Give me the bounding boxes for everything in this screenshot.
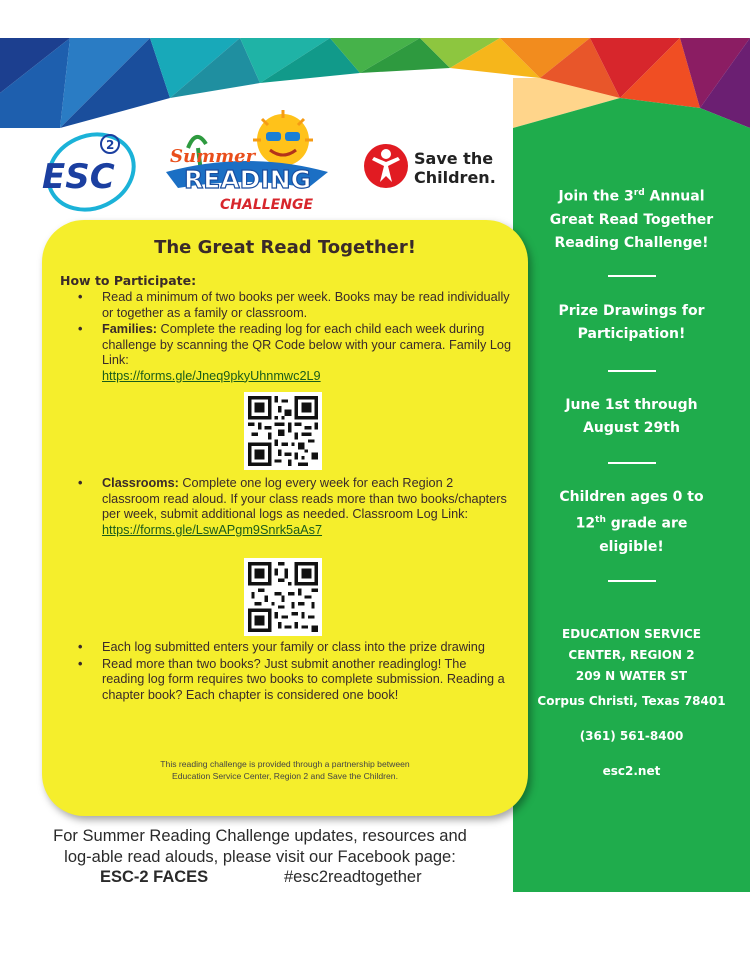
summer-reading-logo <box>158 110 338 220</box>
facebook-note-line-1: For Summer Reading Challenge updates, resources and <box>53 827 467 845</box>
divider <box>608 462 656 464</box>
classroom-qr-code[interactable] <box>244 558 322 636</box>
esc-logo-text: ESC <box>42 157 115 197</box>
org-line-1: EDUCATION SERVICE <box>562 627 701 641</box>
facebook-note <box>20 826 500 868</box>
prize-list <box>72 640 512 704</box>
join-announcement <box>513 182 750 255</box>
esc-logo <box>36 124 136 224</box>
classrooms-label: Classrooms: <box>102 476 179 490</box>
facebook-note-line-2: log-able read alouds, please visit our Facebook page: <box>64 848 456 866</box>
website-link[interactable]: esc2.net <box>602 764 661 778</box>
dates-line-2: August 29th <box>583 420 680 436</box>
ages-line-2-pre: 12 <box>575 515 596 532</box>
org-line-2: CENTER, REGION 2 <box>568 648 695 662</box>
bullet-text: Each log submitted enters your family or class into the prize drawing <box>102 640 485 654</box>
ages-line-1: Children ages 0 to <box>559 489 704 505</box>
divider <box>608 275 656 277</box>
save-the-text: Save the <box>414 149 494 168</box>
list-item <box>72 640 512 656</box>
dates-line-1: June 1st through <box>565 397 698 413</box>
classroom-log-link[interactable]: https://forms.gle/LswAPgm9Snrk5aAs7 <box>102 522 323 537</box>
city: Corpus Christi, Texas 78401 <box>537 694 726 708</box>
ages-line-2-post: grade are <box>605 515 688 532</box>
divider <box>608 370 656 372</box>
list-item <box>72 657 512 704</box>
bullet-text: Read more than two books? Just submit another readinglog! The reading log form requires two books to complete submission. Reading a chapter book? Each chapter is considered one book! <box>102 656 505 702</box>
how-to-participate-label: How to Participate: <box>60 273 197 288</box>
list-item <box>72 290 512 321</box>
info-sidebar <box>513 128 750 892</box>
ages-line-3: eligible! <box>599 538 664 555</box>
facebook-page-name[interactable]: ESC-2 FACES <box>100 868 209 886</box>
prize-line-2: Participation! <box>577 326 686 342</box>
divider <box>608 580 656 582</box>
join-line-1-end: Annual <box>644 188 705 205</box>
bullet-text: Complete the reading log for each child each week during challenge by scanning the QR Code below with your camera. Family Log Link: <box>102 322 512 367</box>
join-line-3: Reading Challenge! <box>554 234 709 251</box>
card-title: The Great Read Together! <box>154 237 416 258</box>
ages-announcement <box>513 486 750 559</box>
bullet-text: Read a minimum of two books per week. Books may be read individually or together as a family or classroom. <box>102 290 510 320</box>
contact-info <box>513 624 750 782</box>
participation-list <box>72 290 512 385</box>
classroom-list <box>72 476 512 539</box>
list-item <box>72 476 512 538</box>
social-row <box>0 868 513 890</box>
footnote-line-1: This reading challenge is provided through a partnership between <box>160 759 410 769</box>
logos-row <box>0 110 513 220</box>
family-log-link[interactable]: https://forms.gle/Jneq9pkyUhnmwc2L9 <box>102 368 321 383</box>
save-the-children-logo <box>362 140 502 196</box>
esc-logo-superscript: 2 <box>106 138 115 152</box>
family-qr-code[interactable] <box>244 392 322 470</box>
hashtag[interactable]: #esc2readtogether <box>284 868 422 886</box>
address: 209 N WATER ST <box>575 669 688 683</box>
summer-text: Summer <box>170 146 256 167</box>
join-line-2: Great Read Together <box>549 211 714 228</box>
prize-line-1: Prize Drawings for <box>558 303 705 319</box>
families-label: Families: <box>102 322 157 336</box>
prize-announcement <box>513 300 750 346</box>
participation-card <box>42 220 528 816</box>
children-text: Children. <box>414 168 496 187</box>
bullet-text: Complete one log every week for each Region 2 classroom read aloud. If your class reads more than two books/chapters per week, submit additional logs as needed. Classroom Log Link: <box>102 476 507 521</box>
partnership-footnote <box>42 758 528 782</box>
ages-superscript: th <box>595 515 606 525</box>
dates-announcement <box>513 394 750 440</box>
reading-text: READING <box>184 165 312 194</box>
list-item <box>72 322 512 384</box>
challenge-text: CHALLENGE <box>220 197 314 213</box>
join-superscript: rd <box>633 188 645 198</box>
phone: (361) 561-8400 <box>579 729 684 743</box>
join-line-1: Join the 3 <box>558 188 634 205</box>
footnote-line-2: Education Service Center, Region 2 and Save the Children. <box>172 771 398 781</box>
